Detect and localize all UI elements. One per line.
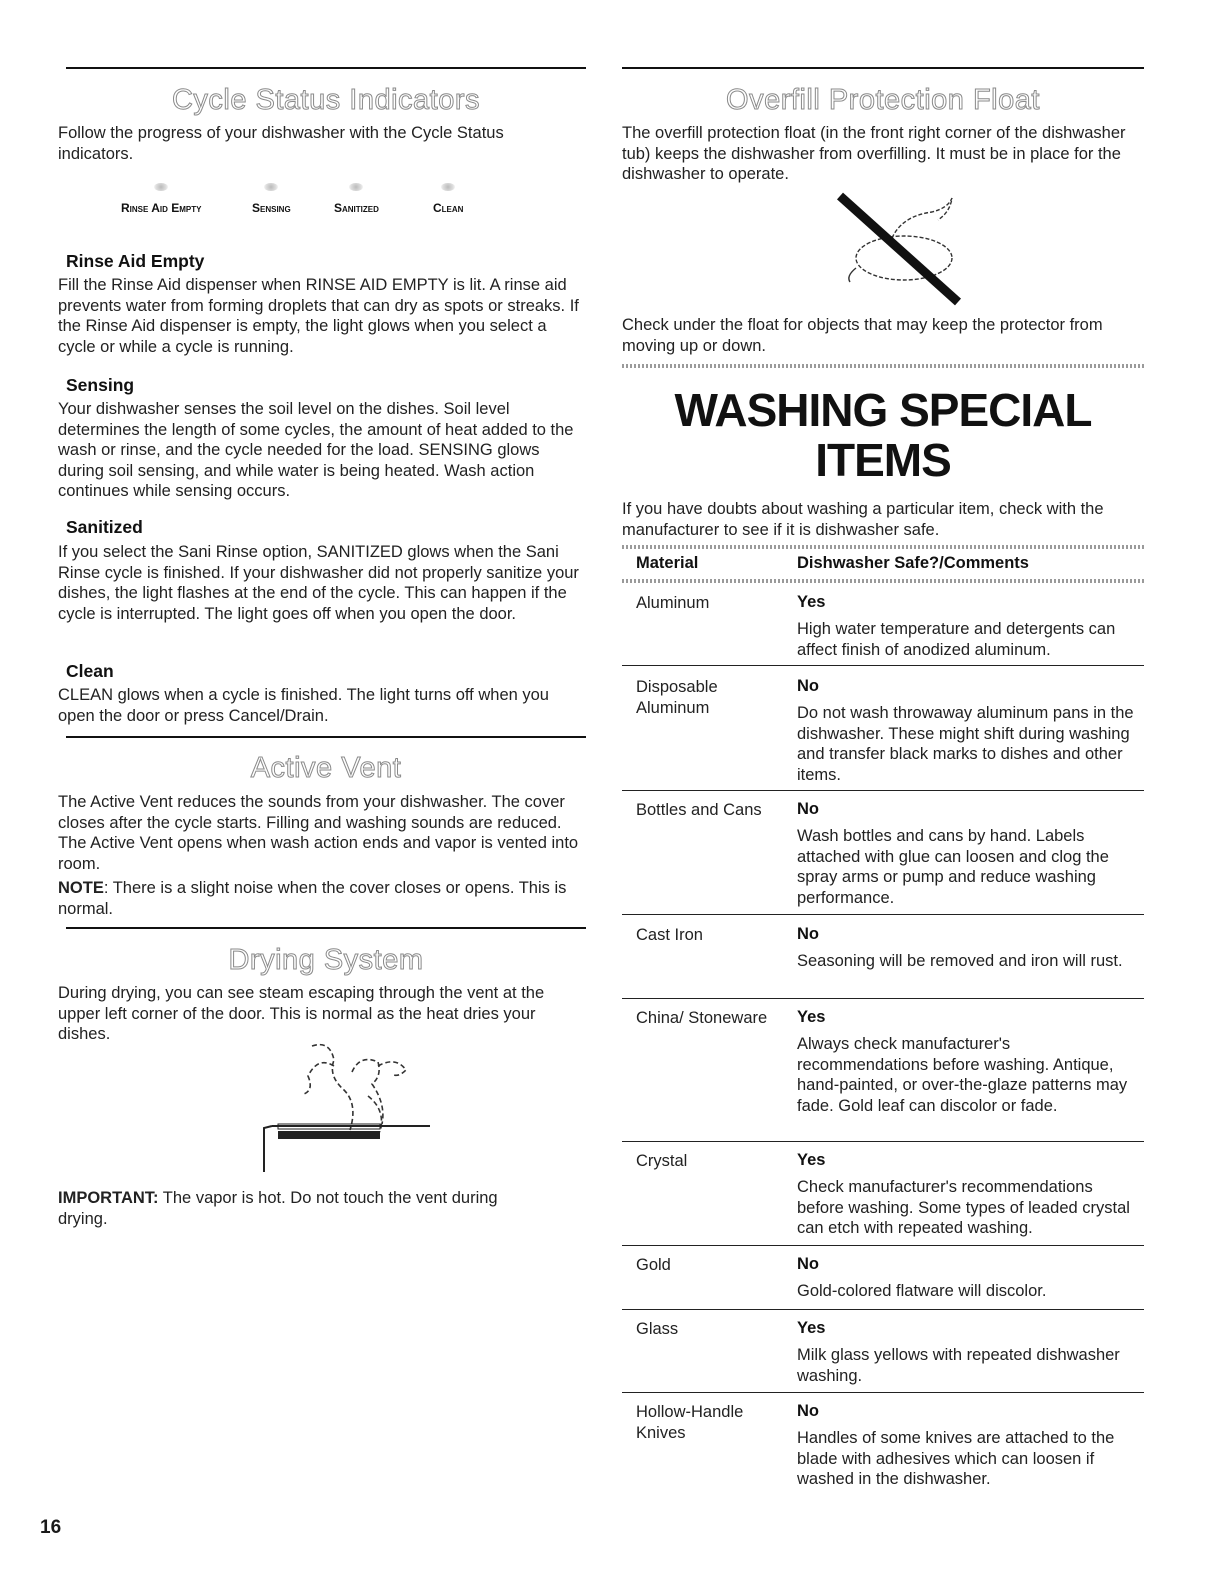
row-divider bbox=[622, 665, 1144, 666]
row-divider bbox=[622, 1309, 1144, 1310]
clean-body: CLEAN glows when a cycle is finished. The light turns off when you open the door or press Cancel/Drain. bbox=[58, 686, 549, 725]
row-answer: No bbox=[797, 925, 819, 943]
active-vent-note bbox=[58, 878, 586, 919]
row-material: Glass bbox=[636, 1320, 679, 1338]
row-material: Hollow-Handle Knives bbox=[636, 1403, 744, 1442]
row-comment: High water temperature and detergents can affect finish of anodized aluminum. bbox=[797, 620, 1116, 659]
row-material: Bottles and Cans bbox=[636, 801, 762, 819]
row-divider bbox=[622, 1141, 1144, 1142]
sensing-heading: Sensing bbox=[66, 375, 135, 395]
row-divider bbox=[622, 1392, 1144, 1393]
washing-intro: If you have doubts about washing a particular item, check with the manufacturer to see if it is dishwasher safe. bbox=[622, 500, 1104, 539]
sanitized-body: If you select the Sani Rinse option, SANITIZED glows when the Sani Rinse cycle is finished. If your dishwasher did not properly sanitize your dishes, the light flashes at the end of the cycle. This can happen if the cycle is interrupted. The light goes off when you open the door. bbox=[58, 543, 579, 623]
important-label: IMPORTANT: bbox=[58, 1189, 159, 1207]
row-material: China/ Stoneware bbox=[636, 1009, 768, 1027]
dotted-rule bbox=[622, 364, 1144, 368]
steam-vent-illustration bbox=[254, 1038, 434, 1173]
row-divider bbox=[622, 914, 1144, 915]
dotted-rule bbox=[622, 579, 1144, 583]
row-material: Gold bbox=[636, 1256, 671, 1274]
overfill-title: Overfill Protection Float bbox=[726, 84, 1040, 116]
row-comment: Seasoning will be removed and iron will rust. bbox=[797, 952, 1123, 970]
sensing-body: Your dishwasher senses the soil level on the dishes. Soil level determines the length of some cycles, the amount of heat added to the wash or rinse, and the cycle needed for the load. SENSING glows during soil sensing, and while water is being heated. Wash action continues while sensing occurs. bbox=[58, 400, 574, 500]
indicator-clean bbox=[433, 183, 463, 217]
indicator-label: Sensing bbox=[252, 201, 291, 215]
important-text: The vapor is hot. Do not touch the vent during drying. bbox=[58, 1189, 498, 1228]
indicator-sensing bbox=[252, 183, 291, 217]
row-comment: Do not wash throwaway aluminum pans in the dishwasher. These might shift during washing and transfer black marks to dishes and other items. bbox=[797, 704, 1134, 784]
indicator-label: Clean bbox=[433, 201, 464, 215]
row-answer: No bbox=[797, 1402, 819, 1420]
overfill-float-illustration bbox=[832, 188, 962, 306]
column-header-safe: Dishwasher Safe?/Comments bbox=[797, 554, 1029, 572]
cycle-status-intro: Follow the progress of your dishwasher with the Cycle Status indicators. bbox=[58, 124, 504, 163]
rinse-aid-heading: Rinse Aid Empty bbox=[66, 251, 205, 271]
row-answer: No bbox=[797, 1255, 819, 1273]
section-rule bbox=[66, 927, 586, 929]
washing-title-line2: ITEMS bbox=[815, 434, 951, 486]
indicator-light-icon bbox=[441, 183, 455, 191]
row-comment: Check manufacturer's recommendations before washing. Some types of leaded crystal can etch with repeated washing. bbox=[797, 1178, 1130, 1237]
row-comment: Wash bottles and cans by hand. Labels attached with glue can loosen and clog the spray arms or pump and reduce washing performance. bbox=[797, 827, 1109, 907]
row-comment: Handles of some knives are attached to the blade with adhesives which can loosen if washed in the dishwasher. bbox=[797, 1429, 1115, 1488]
sanitized-heading: Sanitized bbox=[66, 517, 143, 537]
indicator-light-icon bbox=[154, 183, 168, 191]
row-comment: Always check manufacturer's recommendations before washing. Antique, hand-painted, or over-the-glaze patterns may fade. Gold leaf can discolor or fade. bbox=[797, 1035, 1128, 1115]
section-rule bbox=[622, 67, 1144, 69]
drying-body: During drying, you can see steam escaping through the vent at the upper left corner of the door. This is normal as the heat dries your dishes. bbox=[58, 984, 545, 1043]
cycle-status-title: Cycle Status Indicators bbox=[171, 84, 481, 116]
indicator-sanitized bbox=[334, 183, 379, 217]
dotted-rule bbox=[622, 545, 1144, 549]
row-material: Cast Iron bbox=[636, 926, 703, 944]
page-number: 16 bbox=[40, 1517, 62, 1538]
rinse-aid-body: Fill the Rinse Aid dispenser when RINSE AID EMPTY is lit. A rinse aid prevents water from forming droplets that can dry as spots or streaks. If the Rinse Aid dispenser is empty, the light glows when you select a cycle or while a cycle is running. bbox=[58, 276, 579, 356]
overfill-body: The overfill protection float (in the front right corner of the dishwasher tub) keeps the dishwasher from overfilling. It must be in place for the dishwasher to operate. bbox=[622, 124, 1126, 183]
row-answer: Yes bbox=[797, 1319, 826, 1337]
overfill-caption: Check under the float for objects that may keep the protector from moving up or down. bbox=[622, 316, 1103, 355]
indicator-rinse-aid-empty bbox=[121, 183, 201, 217]
row-answer: No bbox=[797, 800, 819, 818]
section-rule bbox=[66, 736, 586, 738]
row-divider bbox=[622, 998, 1144, 999]
section-rule bbox=[66, 67, 586, 69]
indicator-label: Sanitized bbox=[334, 201, 379, 215]
row-answer: No bbox=[797, 677, 819, 695]
row-divider bbox=[622, 790, 1144, 791]
row-comment: Milk glass yellows with repeated dishwasher washing. bbox=[797, 1346, 1120, 1385]
row-material: Crystal bbox=[636, 1152, 688, 1170]
row-material: Aluminum bbox=[636, 594, 710, 612]
note-text: : There is a slight noise when the cover closes or opens. This is normal. bbox=[58, 879, 567, 918]
indicator-light-icon bbox=[264, 183, 278, 191]
note-label: NOTE bbox=[58, 879, 104, 897]
drying-important bbox=[58, 1188, 518, 1229]
row-answer: Yes bbox=[797, 1008, 826, 1026]
indicator-label: Rinse Aid Empty bbox=[121, 201, 202, 215]
row-answer: Yes bbox=[797, 1151, 826, 1169]
washing-title-line1: WASHING SPECIAL bbox=[674, 384, 1092, 436]
indicator-light-icon bbox=[349, 183, 363, 191]
drying-system-title: Drying System bbox=[228, 944, 424, 976]
row-answer: Yes bbox=[797, 593, 826, 611]
active-vent-body: The Active Vent reduces the sounds from your dishwasher. The cover closes after the cycle starts. Filling and washing sounds are reduced. The Active Vent opens when wash action ends and vapor is vented into room. bbox=[58, 793, 579, 873]
active-vent-title: Active Vent bbox=[250, 752, 402, 784]
column-header-material: Material bbox=[636, 554, 699, 572]
row-divider bbox=[622, 1245, 1144, 1246]
row-material: Disposable Aluminum bbox=[636, 678, 718, 717]
row-comment: Gold-colored flatware will discolor. bbox=[797, 1282, 1047, 1300]
clean-heading: Clean bbox=[66, 661, 114, 681]
